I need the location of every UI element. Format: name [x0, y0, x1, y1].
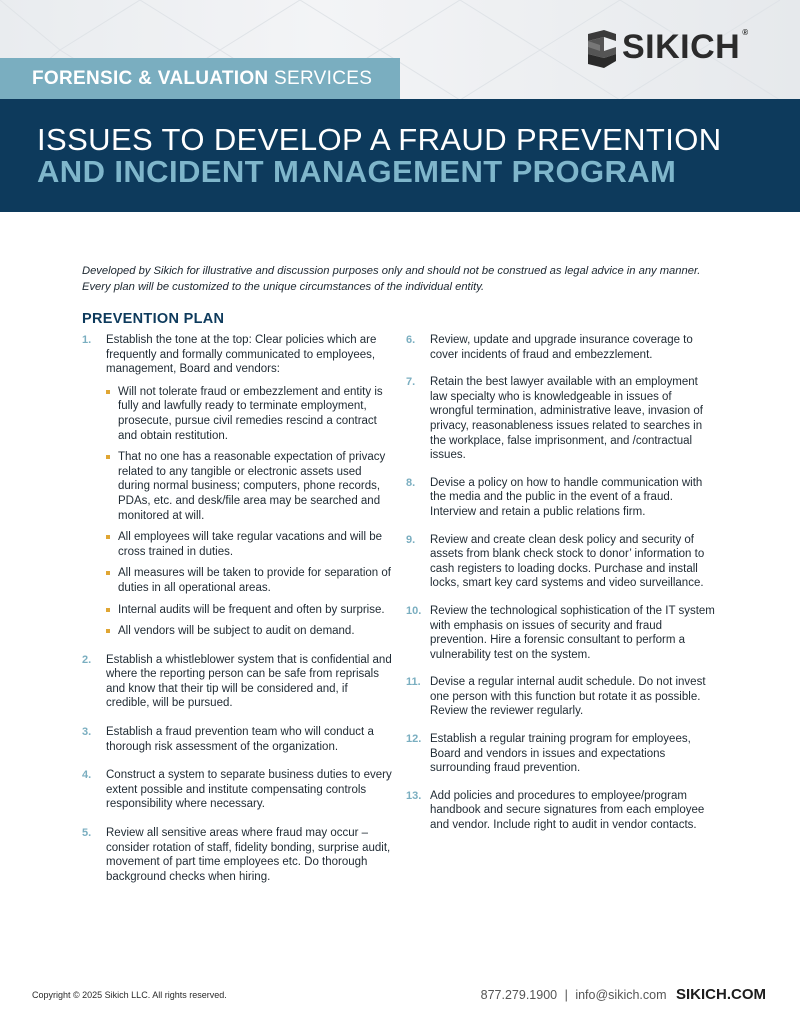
list-item: [406, 604, 716, 662]
page-title-line2: AND INCIDENT MANAGEMENT PROGRAM: [37, 154, 677, 189]
list-item: [82, 768, 392, 812]
sub-list-item: [106, 450, 392, 523]
item-number: 9.: [406, 533, 416, 546]
item-text: Review, update and upgrade insurance coverage to cover incidents of fraud and embezzlement.: [430, 334, 693, 361]
square-bullet-icon: [106, 535, 110, 539]
item-number: 1.: [82, 334, 92, 346]
item-number: 4.: [82, 769, 92, 782]
item-text: Devise a policy on how to handle communication with the media and the public in the event of a fraud. Interview and retain a public relations firm.: [430, 476, 703, 518]
item-number: 8.: [406, 476, 416, 489]
sub-item-text: All employees will take regular vacations and will be cross trained in duties.: [118, 531, 382, 558]
department-tag-light: SERVICES: [268, 68, 373, 89]
list-item: [406, 675, 716, 719]
square-bullet-icon: [106, 608, 110, 612]
item-number: 11.: [406, 676, 421, 689]
sub-item-text: Internal audits will be frequent and often by surprise.: [118, 603, 385, 616]
item-text: Establish a fraud prevention team who will conduct a thorough risk assessment of the organization.: [106, 726, 374, 753]
item-text: Add policies and procedures to employee/program handbook and secure signatures from each employee and vendor. Include right to audit in vendor contacts.: [430, 789, 705, 832]
item-number: 6.: [406, 334, 416, 346]
page-title-line1: ISSUES TO DEVELOP A FRAUD PREVENTION: [37, 122, 722, 157]
footer-separator: |: [564, 988, 568, 1002]
disclaimer-text: Developed by Sikich for illustrative and discussion purposes only and should not be construed as legal advice in any manner. Every plan will be customized to the unique circumstances of the individual entity.: [82, 265, 701, 293]
item-number: 7.: [406, 376, 416, 389]
sub-item-text: Will not tolerate fraud or embezzlement and entity is fully and lawfully ready to terminate employment, prosecute, pursue civil remedies rescind a contract and obtain restitution.: [118, 385, 383, 442]
square-bullet-icon: [106, 390, 110, 394]
item-text: Devise a regular internal audit schedule. Do not invest one person with this function but rotate it as possible. Review the reviewer regularly.: [430, 676, 706, 718]
item-number: 2.: [82, 653, 92, 666]
square-bullet-icon: [106, 571, 110, 575]
sub-item-text: All measures will be taken to provide for separation of duties in all operational areas.: [118, 567, 391, 594]
list-item: [82, 826, 392, 884]
list-item: [82, 333, 392, 639]
list-item: [406, 732, 716, 776]
item-text: Review and create clean desk policy and security of assets from blank check stock to donor’ information to cash registers to loading docks. Purchase and install locks, smart key card systems and video surveillance.: [430, 533, 705, 590]
list-item: [82, 653, 392, 711]
item-number: 10.: [406, 604, 422, 617]
footer-contact: [481, 986, 766, 1003]
item-text: Retain the best lawyer available with an employment law specialty who is knowledgeable in issues of wrongful termination, administrative leave, invasion of privacy, reasonableness issues related to searches in the workplace, false imprisonment, and /contractual issues.: [430, 376, 703, 462]
list-item: [406, 533, 716, 591]
item-number: 13.: [406, 789, 422, 802]
right-column: [406, 333, 716, 846]
list-item: [82, 725, 392, 754]
sub-list-item: [106, 603, 392, 618]
left-column: [82, 333, 392, 898]
section-title: PREVENTION PLAN: [82, 311, 225, 327]
logo-text: SIKICH: [622, 28, 741, 66]
sub-list: [106, 385, 392, 639]
list-item: [406, 333, 716, 362]
registered-mark: ®: [742, 28, 749, 37]
item-number: 3.: [82, 726, 92, 739]
item-number: 5.: [82, 827, 92, 840]
copyright-text: Copyright © 2025 Sikich LLC. All rights reserved.: [32, 990, 227, 1000]
sub-list-item: [106, 385, 392, 443]
item-text: Establish the tone at the top: Clear policies which are frequently and formally communicated to employees, management, Board and vendors:: [106, 334, 377, 376]
sub-item-text: All vendors will be subject to audit on demand.: [118, 625, 355, 638]
item-text: Review all sensitive areas where fraud may occur – consider rotation of staff, fidelity bonding, surprise audit, movement of part time employees etc. Do thorough background checks when hiring.: [106, 827, 391, 883]
item-text: Construct a system to separate business duties to every extent possible and institute compensating controls responsibility where necessary.: [106, 769, 392, 811]
list-item: [406, 375, 716, 463]
item-number: 12.: [406, 733, 422, 746]
item-text: Establish a whistleblower system that is confidential and where the reporting person can be safe from reprisals and know that their tip will be considered and, if credible, will be pursued.: [106, 653, 392, 710]
item-text: Review the technological sophistication of the IT system with emphasis on issues of security and fraud prevention. Hire a forensic consultant to perform a vulnerability test on the system.: [430, 604, 715, 661]
sikich-s-logo-icon: [586, 30, 618, 68]
list-item: [406, 789, 716, 833]
square-bullet-icon: [106, 455, 110, 459]
phone-number[interactable]: 877.279.1900: [480, 988, 558, 1002]
website-link[interactable]: SIKICH.COM: [676, 986, 766, 1003]
email-link[interactable]: info@sikich.com: [575, 988, 667, 1002]
item-text: Establish a regular training program for employees, Board and vendors in issues and expectations surrounding fraud prevention.: [430, 733, 691, 775]
sub-list-item: [106, 566, 392, 595]
sub-list-item: [106, 624, 392, 639]
sikich-logo: [622, 28, 749, 67]
list-item: [406, 476, 716, 520]
sub-list-item: [106, 530, 392, 559]
department-tag-bold: FORENSIC & VALUATION: [32, 68, 269, 89]
department-tag: [32, 68, 372, 90]
square-bullet-icon: [106, 629, 110, 633]
sub-item-text: That no one has a reasonable expectation of privacy related to any tangible or electronic assets used during normal business; computers, phone records, PDAs, etc. and desk/file area may be searched and monitored at will.: [118, 451, 386, 522]
